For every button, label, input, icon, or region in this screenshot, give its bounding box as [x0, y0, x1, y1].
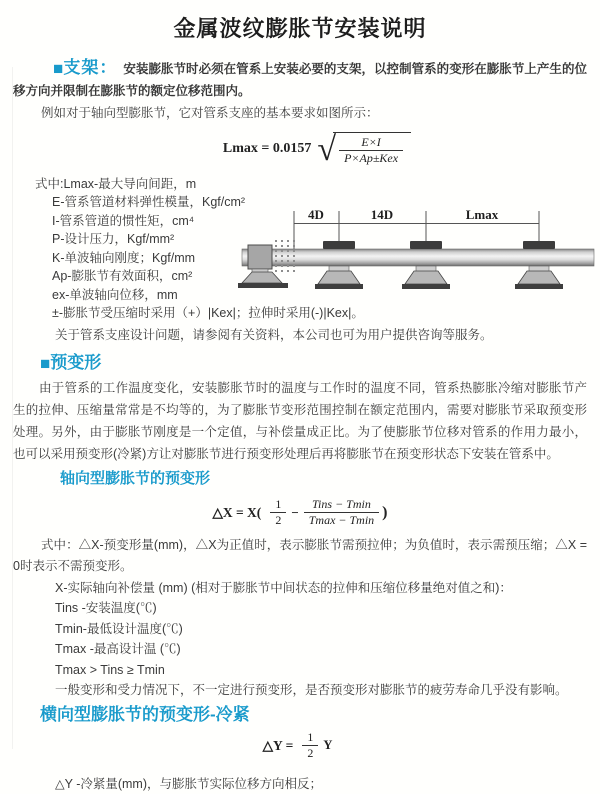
fraction-numerator: 1: [275, 497, 282, 511]
axial-detail-list: [55, 578, 585, 701]
where-intro-line: 式中:Lmax-最大导向间距，m: [35, 177, 197, 191]
axial-subsection-heading: 轴向型膨胀节的预变形: [60, 469, 211, 487]
section-square-icon: ■: [40, 353, 51, 373]
fraction-denominator: 2: [302, 745, 318, 761]
closing-paren: ): [382, 503, 388, 521]
list-item: 一般变形和受力情况下，不一定进行预变形，是否预变形对膨胀节的疲劳寿命几乎没有影响。: [55, 683, 568, 697]
preform-paragraph: 由于管系的工作温度变化，安装膨胀节时的温度与工作时的温度不同，管系热膨胀冷缩对膨胀节产生的拉伸、压缩量常常是不均等的，为了膨胀节变形范围控制在额定范围内，需要对膨胀节采取预变形处理。另外，由于膨胀节刚度是一个定值，与补偿量成正比。为了使膨胀节位移对管系的作用力最小，也可以采用预变形(冷紧)方让对膨胀节进行预变形处理后再将膨胀节在预变形状态下安装在管系中。: [13, 380, 587, 461]
formula-dx-lhs: △X = X(: [212, 504, 262, 520]
list-item: P-设计压力，Kgf/mm²: [52, 232, 175, 246]
list-item: Tmax > Tins ≥ Tmin: [55, 662, 165, 677]
lmax-fraction: [339, 135, 403, 166]
one-half-fraction: [270, 497, 286, 528]
fraction-numerator: Tins − Tmin: [312, 497, 371, 511]
radical-sign-icon: √: [317, 131, 337, 168]
support-note-line: 关于管系支座设计问题，请参阅有关资料，本公司也可为用户提供咨询等服务。: [55, 327, 493, 342]
fraction-numerator: E×I: [361, 135, 381, 149]
list-item: Tmax -最高设计温 (℃): [55, 642, 181, 656]
dim-label-4d: 4D: [308, 207, 324, 222]
page-title: 金属波纹膨胀节安装说明: [173, 16, 427, 41]
formula-dy-rhs: Y: [323, 738, 333, 752]
list-item: ±-膨胀节受压缩时采用（+）|Kex|；拉伸时采用(-)|Kex|。: [52, 306, 364, 320]
support-body-text: 安装膨胀节时必须在管系上安装必要的支架，以控制管系的变形在膨胀节上产生的位移方向并限制在膨胀节的额定位移范围内。: [13, 62, 587, 98]
formula-delta-y: [0, 730, 600, 762]
list-item: I-管系管道的惯性矩，cm⁴: [52, 213, 195, 228]
list-item: Ap-膨胀节有效面积，cm²: [52, 269, 193, 283]
support-section-heading: 支架：: [63, 58, 118, 77]
fraction-denominator: 2: [270, 512, 286, 528]
list-item: Tmin-最低设计温度(℃): [55, 621, 183, 636]
axial-formula-explanation: 式中：△X-预变形量(mm)，△X为正值时，表示膨胀节需预拉伸；为负值时，表示需预压缩；△X = 0时表示不需预变形。: [13, 537, 587, 573]
square-root-expression: [317, 132, 411, 166]
preform-heading-text: 预变形: [50, 352, 102, 372]
list-item: K-单波轴向刚度；Kgf/mm: [52, 250, 196, 265]
list-item: Tins -安装温度(℃): [55, 601, 157, 615]
list-item: ex-单波轴向位移，mm: [52, 287, 178, 302]
support-paragraph: [13, 57, 587, 102]
temperature-fraction: [304, 497, 379, 528]
lateral-formula-explanation: △Y -冷紧量(mm)，与膨胀节实际位移方向相反；: [55, 776, 323, 791]
radicand: [333, 132, 411, 166]
fraction-denominator: Tmax − Tmin: [304, 512, 379, 528]
minus-operator: −: [291, 504, 299, 520]
fraction-denominator: P×Ap±Kex: [339, 150, 403, 166]
preform-section-header: [40, 353, 600, 374]
formula-lmax: [0, 129, 600, 169]
formula-delta-x: [0, 496, 600, 530]
section-square-icon: ■: [53, 59, 64, 78]
formula-dy-lhs: △Y =: [262, 737, 294, 753]
pipe-support-diagram: [236, 205, 598, 300]
support-example-line: 例如对于轴向型膨胀节，它对管系支座的基本要求如图所示：: [41, 106, 379, 120]
fraction-numerator: 1: [307, 730, 314, 744]
list-item: E-管系管道材料弹性模量，Kgf/cm²: [52, 195, 246, 209]
document-page: [0, 12, 600, 791]
list-item: X-实际轴向补偿量 (mm) (相对于膨胀节中间状态的拉伸和压缩位移量绝对值之和)：: [55, 580, 512, 595]
dim-label-lmax: Lmax: [465, 207, 499, 222]
dim-label-14d: 14D: [370, 207, 394, 222]
formula-lmax-lhs: Lmax = 0.0157: [222, 141, 312, 156]
one-half-fraction: [302, 730, 318, 761]
lateral-subsection-heading: 横向型膨胀节的预变形-冷紧: [40, 704, 250, 724]
